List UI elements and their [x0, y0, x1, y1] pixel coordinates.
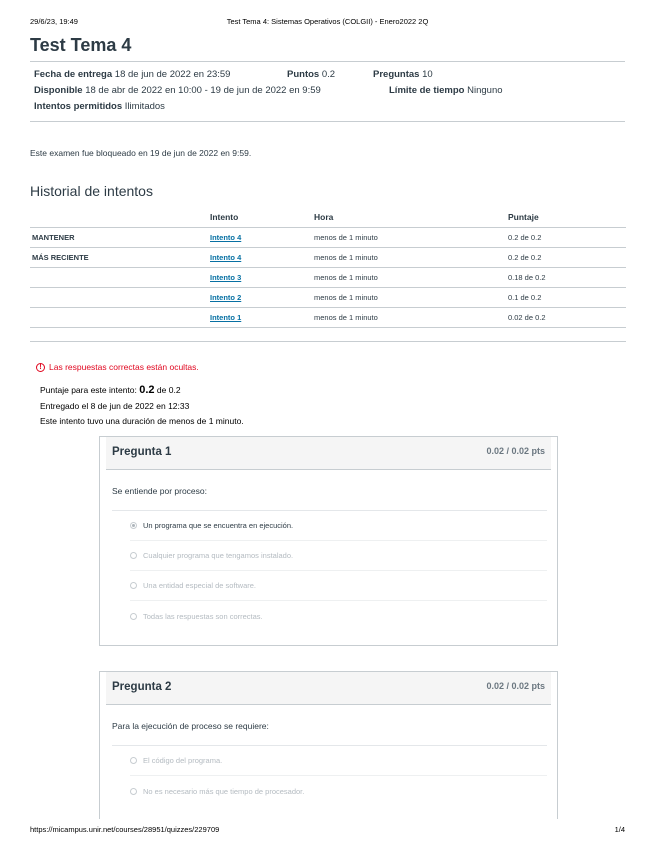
print-datetime: 29/6/23, 19:49	[30, 17, 78, 26]
history-title: Historial de intentos	[30, 183, 153, 199]
answer-option	[130, 541, 547, 571]
radio-icon	[130, 552, 137, 559]
quiz-points	[287, 69, 335, 80]
row-label: MANTENER	[30, 227, 208, 247]
table-row	[30, 247, 626, 267]
quiz-time-limit	[389, 85, 503, 96]
points-value: 0.2	[321, 69, 336, 80]
question-header	[106, 672, 551, 705]
answer-text: Un programa que se encuentra en ejecución.	[143, 521, 294, 530]
available-label: Disponible	[34, 85, 83, 96]
column-header: Puntaje	[506, 207, 626, 227]
row-label	[30, 287, 208, 307]
attempt-time: menos de 1 minuto	[312, 227, 506, 247]
attempt-link[interactable]: Intento 4	[210, 232, 242, 242]
answer-option	[130, 601, 547, 631]
row-label: MÁS RECIENTE	[30, 247, 208, 267]
attempts-value: Ilimitados	[124, 101, 165, 112]
lock-message: Este examen fue bloqueado en 19 de jun de 2022 en 9:59.	[30, 148, 252, 158]
answer-text: Todas las respuestas son correctas.	[143, 611, 263, 621]
attempt-score: 0.1 de 0.2	[506, 287, 626, 307]
attempt-score: 0.2 de 0.2	[506, 247, 626, 267]
radio-selected-icon	[130, 522, 137, 529]
hidden-answers-warning	[36, 362, 199, 372]
table-row	[30, 307, 626, 327]
questions-label: Preguntas	[373, 69, 420, 80]
column-header: Hora	[312, 207, 506, 227]
duration-line: Este intento tuvo una duración de menos de 1 minuto.	[40, 416, 244, 426]
print-url: https://micampus.unir.net/courses/28951/quizzes/229709	[30, 825, 220, 834]
points-label: Puntos	[287, 69, 320, 80]
attempt-time: menos de 1 minuto	[312, 267, 506, 287]
attempt-link[interactable]: Intento 4	[210, 252, 242, 262]
divider	[30, 341, 626, 342]
answer-option	[130, 511, 547, 541]
time-limit-label: Límite de tiempo	[389, 85, 465, 96]
available-value: 18 de abr de 2022 en 10:00 - 19 de jun de 2022 en 9:59	[85, 85, 321, 96]
attempt-score: 0.18 de 0.2	[506, 267, 626, 287]
attempt-link[interactable]: Intento 2	[210, 292, 242, 302]
attempt-link[interactable]: Intento 3	[210, 272, 242, 282]
question-text: Para la ejecución de proceso se requiere:	[112, 721, 269, 731]
column-header: Intento	[208, 207, 312, 227]
score-suffix: de 0.2	[156, 385, 181, 395]
row-label	[30, 307, 208, 327]
time-limit-value: Ninguno	[467, 85, 503, 96]
page-title: Test Tema 4	[30, 35, 132, 55]
question-card	[99, 436, 558, 646]
quiz-attempts	[34, 101, 165, 112]
question-points: 0.02 / 0.02 pts	[486, 681, 545, 691]
divider	[30, 121, 625, 122]
warning-text: Las respuestas correctas están ocultas.	[49, 362, 199, 372]
attempt-time: menos de 1 minuto	[312, 307, 506, 327]
attempt-history-table	[30, 207, 626, 328]
question-title: Pregunta 1	[112, 446, 172, 458]
answer-text: Cualquier programa que tengamos instalado.	[143, 551, 294, 560]
column-header	[30, 207, 208, 227]
table-row	[30, 227, 626, 247]
warning-icon: !	[36, 363, 45, 372]
due-label: Fecha de entrega	[34, 69, 113, 80]
submitted-line: Entregado el 8 de jun de 2022 en 12:33	[40, 401, 190, 411]
question-header	[106, 437, 551, 470]
attempt-link[interactable]: Intento 1	[210, 312, 242, 322]
score-prefix: Puntaje para este intento:	[40, 385, 137, 395]
question-card	[99, 671, 558, 819]
radio-icon	[130, 582, 137, 589]
print-header	[30, 17, 625, 29]
print-page-title: Test Tema 4: Sistemas Operativos (COLGII) - Enero2022 2Q	[226, 17, 429, 26]
attempt-time: menos de 1 minuto	[312, 247, 506, 267]
print-page-number: 1/4	[614, 825, 625, 834]
table-row	[30, 287, 626, 307]
attempt-score: 0.2 de 0.2	[506, 227, 626, 247]
attempts-label: Intentos permitidos	[34, 101, 123, 112]
questions-value: 10	[422, 69, 433, 80]
radio-icon	[130, 613, 137, 620]
divider	[30, 61, 625, 62]
table-row	[30, 267, 626, 287]
answer-text: Una entidad especial de software.	[143, 581, 256, 590]
due-value: 18 de jun de 2022 en 23:59	[114, 69, 231, 80]
answer-text: No es necesario más que tiempo de procesador.	[143, 786, 305, 796]
question-points: 0.02 / 0.02 pts	[486, 446, 545, 456]
answer-option	[130, 746, 547, 776]
attempt-time: menos de 1 minuto	[312, 287, 506, 307]
quiz-available	[34, 85, 321, 96]
attempt-score-line	[40, 384, 181, 396]
score-value: 0.2	[139, 384, 155, 396]
row-label	[30, 267, 208, 287]
quiz-due-date	[34, 69, 230, 80]
table-header-row	[30, 207, 626, 227]
answer-text: El código del programa.	[143, 756, 223, 765]
radio-icon	[130, 757, 137, 764]
answer-option	[130, 776, 547, 806]
question-text: Se entiende por proceso:	[112, 486, 207, 496]
radio-icon	[130, 788, 137, 795]
question-title: Pregunta 2	[112, 681, 172, 693]
quiz-questions	[373, 69, 433, 80]
answer-option	[130, 571, 547, 601]
attempt-score: 0.02 de 0.2	[506, 307, 626, 327]
